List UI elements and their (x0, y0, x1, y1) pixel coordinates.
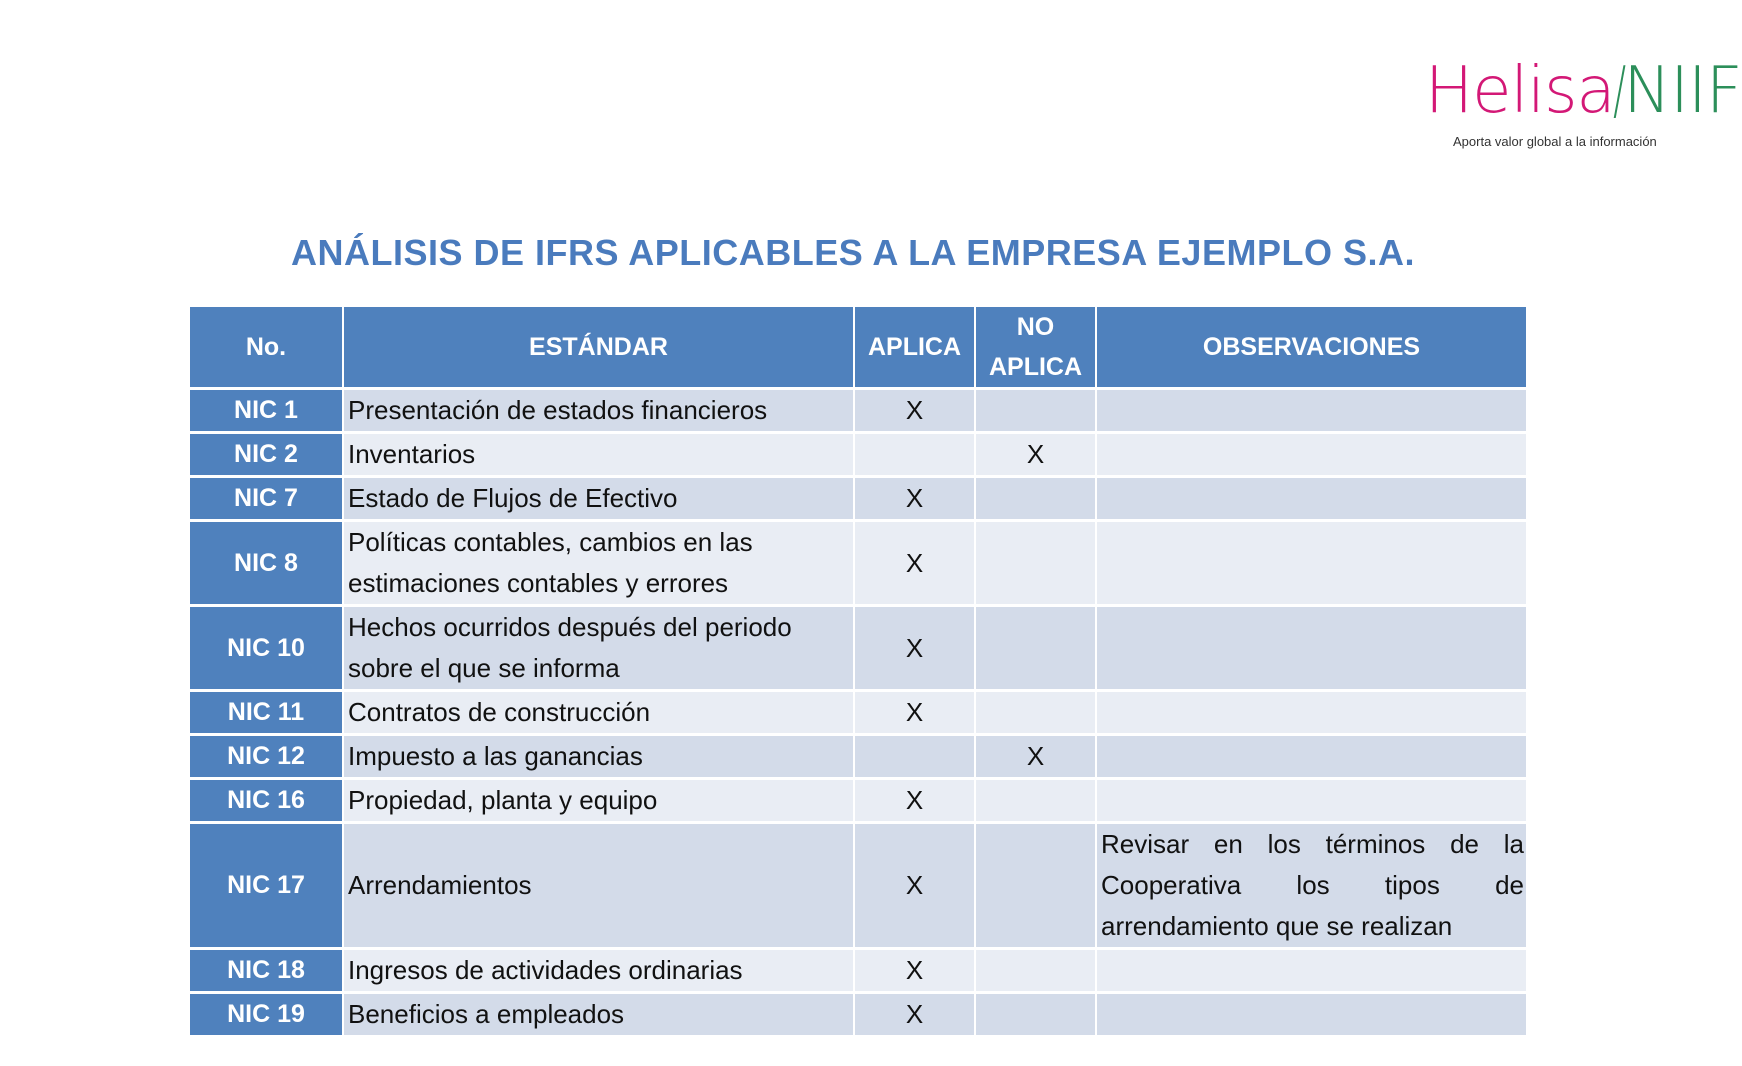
row-observations (1097, 736, 1526, 777)
row-standard-name: Propiedad, planta y equipo (344, 780, 853, 821)
row-standard-name: Impuesto a las ganancias (344, 736, 853, 777)
row-not-applies-mark (976, 478, 1095, 519)
row-applies-mark: X (855, 607, 974, 689)
row-not-applies-mark (976, 607, 1095, 689)
row-applies-mark (855, 434, 974, 475)
row-standard-code: NIC 12 (190, 736, 342, 777)
row-observations (1097, 780, 1526, 821)
page-title: ANÁLISIS DE IFRS APLICABLES A LA EMPRESA EJEMPLO S.A. (291, 232, 1415, 273)
row-observations (1097, 434, 1526, 475)
row-standard-name: Estado de Flujos de Efectivo (344, 478, 853, 519)
row-applies-mark: X (855, 950, 974, 991)
header-standard: ESTÁNDAR (344, 307, 853, 387)
row-standard-name: Inventarios (344, 434, 853, 475)
table-row (190, 824, 1526, 947)
header-observations: OBSERVACIONES (1097, 307, 1526, 387)
row-observations (1097, 950, 1526, 991)
table-row (190, 692, 1526, 733)
row-applies-mark: X (855, 522, 974, 604)
row-standard-name: Arrendamientos (344, 824, 853, 947)
logo-product: NIIF (1623, 54, 1742, 128)
row-observations (1097, 478, 1526, 519)
row-not-applies-mark (976, 824, 1095, 947)
row-standard-name: Ingresos de actividades ordinarias (344, 950, 853, 991)
row-standard-code: NIC 18 (190, 950, 342, 991)
row-standard-name: Beneficios a empleados (344, 994, 853, 1035)
row-applies-mark: X (855, 780, 974, 821)
row-applies-mark: X (855, 478, 974, 519)
row-standard-code: NIC 10 (190, 607, 342, 689)
table-row (190, 780, 1526, 821)
row-not-applies-mark (976, 780, 1095, 821)
row-not-applies-mark (976, 950, 1095, 991)
row-observations (1097, 390, 1526, 431)
row-standard-code: NIC 2 (190, 434, 342, 475)
row-not-applies-mark (976, 692, 1095, 733)
logo-brand: Helisa (1425, 54, 1615, 128)
row-observations: Revisar en los términos de la Cooperativa los tipos de arrendamiento que se realizan (1097, 824, 1526, 947)
table-header-row (190, 307, 1526, 387)
row-standard-name: Presentación de estados financieros (344, 390, 853, 431)
row-applies-mark: X (855, 692, 974, 733)
row-applies-mark: X (855, 994, 974, 1035)
row-standard-code: NIC 1 (190, 390, 342, 431)
table-row (190, 607, 1526, 689)
row-standard-code: NIC 11 (190, 692, 342, 733)
row-standard-name: Políticas contables, cambios en las estimaciones contables y errores (344, 522, 853, 604)
row-observations (1097, 692, 1526, 733)
row-observations (1097, 522, 1526, 604)
row-standard-name: Hechos ocurridos después del periodo sobre el que se informa (344, 607, 853, 689)
header-not-applies: NO APLICA (976, 307, 1095, 387)
header-no: No. (190, 307, 342, 387)
row-observations (1097, 994, 1526, 1035)
row-standard-code: NIC 19 (190, 994, 342, 1035)
table-row (190, 390, 1526, 431)
row-not-applies-mark (976, 994, 1095, 1035)
row-standard-code: NIC 16 (190, 780, 342, 821)
row-not-applies-mark: X (976, 434, 1095, 475)
logo-tagline: Aporta valor global a la información (1453, 134, 1657, 149)
row-not-applies-mark: X (976, 736, 1095, 777)
row-standard-code: NIC 8 (190, 522, 342, 604)
row-standard-code: NIC 7 (190, 478, 342, 519)
table-row (190, 950, 1526, 991)
row-applies-mark (855, 736, 974, 777)
ifrs-table (188, 304, 1528, 1038)
row-not-applies-mark (976, 522, 1095, 604)
table-row (190, 522, 1526, 604)
logo-wordmark (1425, 56, 1742, 126)
row-applies-mark: X (855, 390, 974, 431)
helisa-niif-logo (1425, 54, 1742, 156)
table-row (190, 994, 1526, 1035)
table-row (190, 736, 1526, 777)
row-applies-mark: X (855, 824, 974, 947)
logo-separator: / (1612, 54, 1626, 128)
table-row (190, 434, 1526, 475)
row-standard-name: Contratos de construcción (344, 692, 853, 733)
table-row (190, 478, 1526, 519)
row-standard-code: NIC 17 (190, 824, 342, 947)
row-not-applies-mark (976, 390, 1095, 431)
header-applies: APLICA (855, 307, 974, 387)
row-observations (1097, 607, 1526, 689)
